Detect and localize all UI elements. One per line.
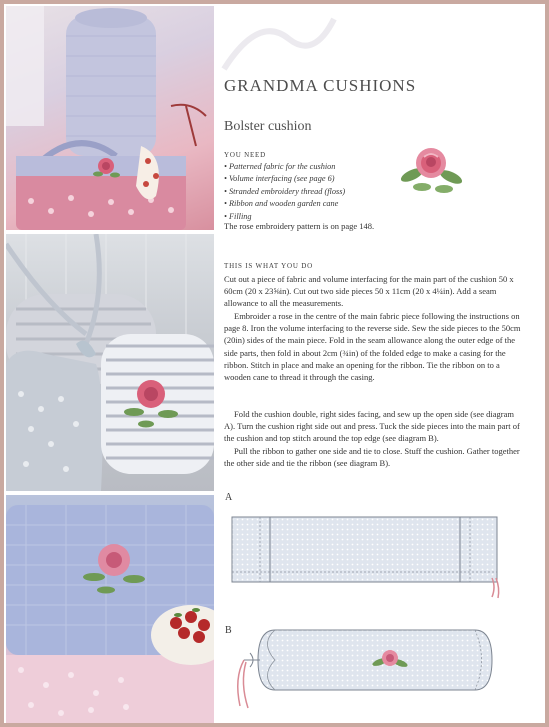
diagram-a — [230, 512, 510, 602]
diagram-a-label: A — [225, 492, 233, 503]
materials-list — [224, 161, 394, 223]
section-subtitle: Bolster cushion — [224, 119, 312, 134]
pattern-note: The rose embroidery pattern is on page 148. — [224, 221, 375, 231]
instructions-heading: THIS IS WHAT YOU DO — [224, 262, 313, 270]
instruction-paragraph: Cut out a piece of fabric and volume interfacing for the main part of the cushion 50 x 60cm (20 x 23⅝in). Cut out two side pieces 50 x 11cm (20 x 4¼in). Add a seam allowance to all the measurements. — [224, 274, 514, 309]
rose-motif-icon — [396, 137, 466, 197]
list-item: • Stranded embroidery thread (floss) — [224, 186, 346, 196]
list-item: • Patterned fabric for the cushion — [224, 162, 336, 171]
page-title: GRANDMA CUSHIONS — [224, 76, 417, 95]
instruction-paragraph: Pull the ribbon to gather one side and tie to close. Stuff the cushion. Gather together the other side and tie the ribbon (see diagram B). — [224, 446, 520, 469]
decorative-swirl — [219, 9, 339, 79]
instruction-paragraph: Fold the cushion double, right sides facing, and sew up the open side (see diagram A). Turn the cushion right side out and press. Tuck the side pieces into the main part of the cushion and top stitch around the top edge (see diagram B). — [224, 409, 520, 444]
diagram-b — [230, 618, 510, 718]
instruction-paragraph: Embroider a rose in the centre of the main fabric piece following the instructions on page 8. Iron the volume interfacing to the reverse side. Sew the side pieces to the 50cm (20in) sides of the main piece. Fold in the seam allowance along the outer edge of the side parts, then fold in about 2cm (¾in) of the folded edge to make a casing for the ribbon. Stitch in place and make an opening for the ribbon. Tie the ribbon on to a wooden cane to thread it through the casing. — [224, 311, 521, 383]
photo-bag-and-bolster — [6, 6, 214, 230]
list-item: • Volume interfacing (see page 6) — [224, 174, 335, 184]
photo-striped-bolster — [6, 234, 214, 491]
book-page — [4, 4, 545, 723]
photo-blue-bolster — [6, 495, 214, 723]
list-item: • Ribbon and wooden garden cane — [224, 199, 339, 209]
you-need-heading: YOU NEED — [224, 151, 266, 159]
list-item: • Filling — [224, 211, 252, 221]
diagram-b-label: B — [225, 625, 232, 636]
